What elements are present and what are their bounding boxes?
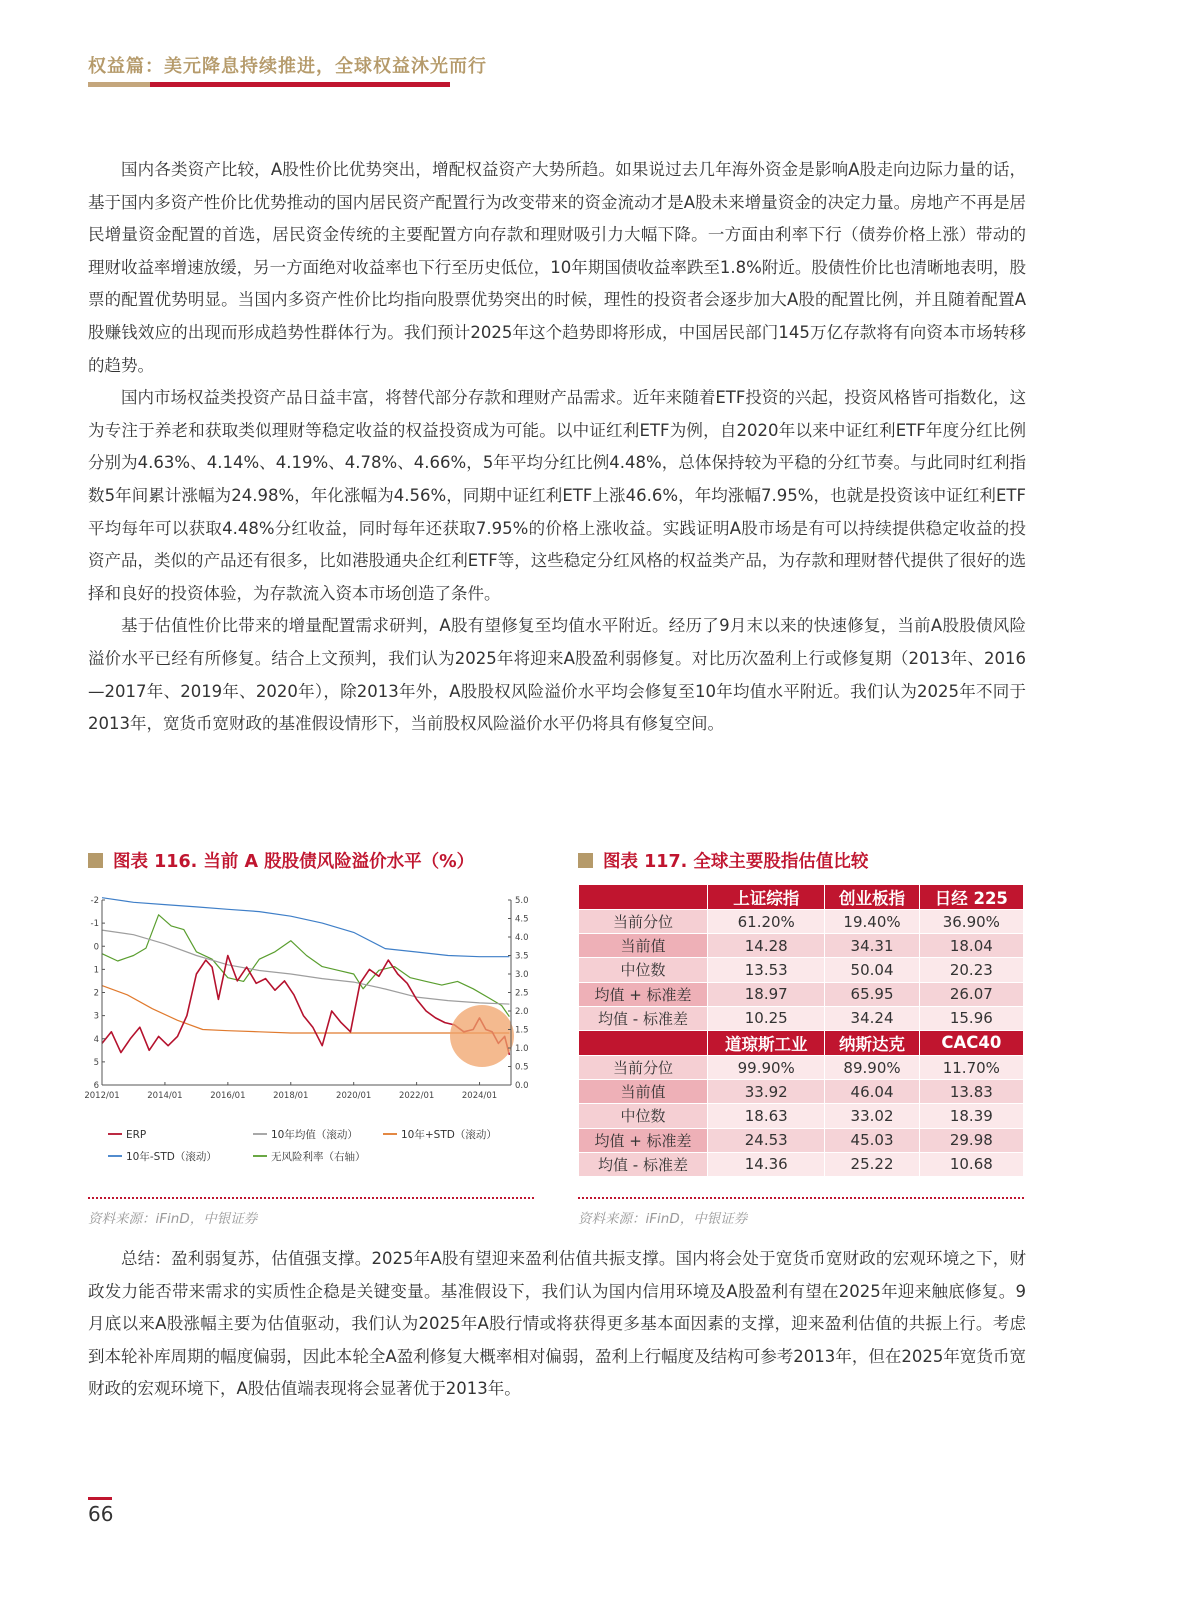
y-left-tick-label: -2 <box>90 896 99 906</box>
y-left-tick-label: -1 <box>90 919 99 930</box>
x-tick-label: 2016/01 <box>210 1091 246 1101</box>
table-header-row <box>579 885 1024 910</box>
table-row-label: 均值 - 标准差 <box>579 1152 708 1176</box>
y-right-tick-label: 5.0 <box>515 896 529 906</box>
table-row-label: 均值 + 标准差 <box>579 982 708 1006</box>
x-tick-label: 2014/01 <box>147 1091 183 1101</box>
table-cell: 33.02 <box>825 1104 919 1128</box>
y-right-tick-label: 3.0 <box>515 970 529 980</box>
table-cell: 18.04 <box>919 934 1023 958</box>
table-cell: 46.04 <box>825 1080 919 1104</box>
table-cell: 61.20% <box>708 910 825 934</box>
table-row-label: 均值 + 标准差 <box>579 1128 708 1152</box>
table-row <box>579 1152 1024 1176</box>
table-cell: 89.90% <box>825 1055 919 1079</box>
paragraph: 基于估值性价比带来的增量配置需求研判，A股有望修复至均值水平附近。经历了9月末以来的快速修复，当前A股股债风险溢价水平已经有所修复。结合上文预判，我们认为2025年将迎来A股盈利弱修复。对比历次盈利上行或修复期（2013年、2016—2017年、2019年、2020年），除2013年外，A股股权风险溢价水平均会修复至10年均值水平附近。我们认为2025年不同于2013年，宽货币宽财政的基准假设情形下，当前股权风险溢价水平仍将具有修复空间。 <box>88 616 1026 734</box>
table-cell: 20.23 <box>919 958 1023 982</box>
table-cell: 11.70% <box>919 1055 1023 1079</box>
table-column-header: CAC40 <box>919 1030 1023 1055</box>
y-right-tick-label: 3.5 <box>515 951 529 962</box>
y-right-tick-label: 4.0 <box>515 933 529 943</box>
table-cell: 14.36 <box>708 1152 825 1176</box>
table-row <box>579 1006 1024 1030</box>
figure-117-title-text: 图表 117. 全球主要股指估值比较 <box>603 852 869 872</box>
valuation-table <box>578 884 1024 1177</box>
y-right-tick-label: 0.0 <box>515 1081 529 1091</box>
figure-116-title-text: 图表 116. 当前 A 股股债风险溢价水平（%） <box>113 852 475 872</box>
body-text-top <box>88 154 1026 741</box>
page-number: 66 <box>88 1502 114 1526</box>
body-text-bottom <box>88 1243 1026 1406</box>
table-header-row <box>579 1030 1024 1055</box>
table-row <box>579 934 1024 958</box>
x-tick-label: 2024/01 <box>461 1091 498 1101</box>
y-right-tick-label: 1.0 <box>515 1044 529 1054</box>
y-left-tick-label: 4 <box>93 1034 99 1045</box>
figure-116-title <box>88 848 474 873</box>
table-row <box>579 1080 1024 1104</box>
table-column-header: 创业板指 <box>825 885 919 910</box>
table-row <box>579 1104 1024 1128</box>
table-row-label: 当前值 <box>579 934 708 958</box>
table-cell: 18.63 <box>708 1104 825 1128</box>
legend-label: 10年均值（滚动） <box>271 1129 358 1141</box>
table-column-header: 道琼斯工业 <box>708 1030 825 1055</box>
table-cell: 14.28 <box>708 934 825 958</box>
chart-legend <box>108 1128 497 1163</box>
table-cell: 13.83 <box>919 1080 1023 1104</box>
y-left-tick-label: 5 <box>93 1057 99 1068</box>
legend-label: 无风险利率（右轴） <box>271 1151 366 1163</box>
table-row-label: 中位数 <box>579 1104 708 1128</box>
figure-116-divider <box>88 1197 534 1199</box>
table-cell: 19.40% <box>825 910 919 934</box>
table-row <box>579 910 1024 934</box>
y-left-tick-label: 1 <box>93 965 99 976</box>
table-row-label: 当前值 <box>579 1080 708 1104</box>
table-column-header: 上证综指 <box>708 885 825 910</box>
table-header-blank <box>579 1030 708 1055</box>
legend-label: ERP <box>126 1129 147 1141</box>
table-row <box>579 1128 1024 1152</box>
legend-label: 10年-STD（滚动） <box>126 1151 217 1163</box>
y-right-tick-label: 2.5 <box>515 988 529 999</box>
table-cell: 10.68 <box>919 1152 1023 1176</box>
x-tick-label: 2018/01 <box>273 1091 309 1101</box>
table-cell: 10.25 <box>708 1006 825 1030</box>
table-cell: 25.22 <box>825 1152 919 1176</box>
highlight-ellipse <box>450 1005 514 1067</box>
table-cell: 18.39 <box>919 1104 1023 1128</box>
y-right-tick-label: 1.5 <box>515 1025 529 1036</box>
table-cell: 34.24 <box>825 1006 919 1030</box>
table-column-header: 日经 225 <box>919 885 1023 910</box>
table-cell: 24.53 <box>708 1128 825 1152</box>
figure-117-source: 资料来源：iFinD，中银证券 <box>578 1211 748 1227</box>
table-cell: 36.90% <box>919 910 1023 934</box>
table-row-label: 均值 - 标准差 <box>579 1006 708 1030</box>
x-tick-label: 2012/01 <box>84 1091 120 1101</box>
y-right-tick-label: 2.0 <box>515 1007 529 1017</box>
table-row <box>579 1055 1024 1079</box>
x-tick-label: 2022/01 <box>398 1091 435 1101</box>
x-tick-label: 2020/01 <box>336 1091 372 1101</box>
table-row <box>579 982 1024 1006</box>
table-column-header: 纳斯达克 <box>825 1030 919 1055</box>
figure-117-divider <box>578 1197 1024 1199</box>
paragraph: 国内市场权益类投资产品日益丰富，将替代部分存款和理财产品需求。近年来随着ETF投资的兴起，投资风格皆可指数化，这为专注于养老和获取类似理财等稳定收益的权益投资成为可能。以中证红利ETF为例，自2020年以来中证红利ETF年度分红比例分别为4.63%、4.14%、4.19%、4.78%、4.66%，5年平均分红比例4.48%，总体保持较为平稳的分红节奏。与此同时红利指数5年间累计涨幅为24.98%，年化涨幅为4.56%，同期中证红利ETF上涨46.6%，年均涨幅7.95%，也就是投资该中证红利ETF平均每年可以获取4.48%分红收益，同时每年还获取7.95%的价格上涨收益。实践证明A股市场是有可以持续提供稳定收益的投资产品，类似的产品还有很多，比如港股通央企红利ETF等，这些稳定分红风格的权益类产品，为存款和理财替代提供了很好的选择和良好的投资体验，为存款流入资本市场创造了条件。 <box>88 388 1026 603</box>
table-row-label: 当前分位 <box>579 910 708 934</box>
y-left-tick-label: 2 <box>93 988 99 999</box>
title-square-icon <box>578 853 593 868</box>
header-rule-red <box>150 82 450 87</box>
table-cell: 99.90% <box>708 1055 825 1079</box>
y-right-tick-label: 4.5 <box>515 914 529 925</box>
legend-label: 10年+STD（滚动） <box>401 1129 497 1141</box>
table-cell: 34.31 <box>825 934 919 958</box>
y-right-tick-label: 0.5 <box>515 1062 529 1073</box>
table-cell: 65.95 <box>825 982 919 1006</box>
title-square-icon <box>88 853 103 868</box>
table-row-label: 当前分位 <box>579 1055 708 1079</box>
erp-chart <box>84 888 534 1188</box>
header-rule <box>88 82 450 87</box>
chart-plot-area <box>102 900 511 1085</box>
figure-117-title <box>578 848 868 873</box>
y-left-tick-label: 6 <box>93 1081 99 1091</box>
y-left-tick-label: 0 <box>93 942 99 953</box>
paragraph: 总结：盈利弱复苏，估值强支撑。2025年A股有望迎来盈利估值共振支撑。国内将会处于宽货币宽财政的宏观环境之下，财政发力能否带来需求的实质性企稳是关键变量。基准假设下，我们认为国内信用环境及A股盈利有望在2025年迎来触底修复。9月底以来A股涨幅主要为估值驱动，我们认为2025年A股行情或将获得更多基本面因素的支撑，迎来盈利估值的共振上行。考虑到本轮补库周期的幅度偏弱，因此本轮全A盈利修复大概率相对偏弱，盈利上行幅度及结构可参考2013年，但在2025年宽货币宽财政的宏观环境下，A股估值端表现将会显著优于2013年。 <box>88 1249 1026 1399</box>
page-number-bar <box>88 1497 112 1500</box>
header-title: 权益篇：美元降息持续推进，全球权益沐光而行 <box>88 56 487 77</box>
table-header-blank <box>579 885 708 910</box>
table-cell: 15.96 <box>919 1006 1023 1030</box>
table-row-label: 中位数 <box>579 958 708 982</box>
table-cell: 33.92 <box>708 1080 825 1104</box>
table-cell: 50.04 <box>825 958 919 982</box>
y-left-tick-label: 3 <box>93 1011 99 1022</box>
figure-116-source: 资料来源：iFinD，中银证券 <box>88 1211 258 1227</box>
table-cell: 18.97 <box>708 982 825 1006</box>
table-row <box>579 958 1024 982</box>
table-cell: 13.53 <box>708 958 825 982</box>
table-cell: 26.07 <box>919 982 1023 1006</box>
table-cell: 45.03 <box>825 1128 919 1152</box>
table-cell: 29.98 <box>919 1128 1023 1152</box>
header-rule-gold <box>88 82 150 87</box>
paragraph: 国内各类资产比较，A股性价比优势突出，增配权益资产大势所趋。如果说过去几年海外资金是影响A股走向边际力量的话，基于国内多资产性价比优势推动的国内居民资产配置行为改变带来的资金流动才是A股未来增量资金的决定力量。房地产不再是居民增量资金配置的首选，居民资金传统的主要配置方向存款和理财吸引力大幅下降。一方面由利率下行（债券价格上涨）带动的理财收益率增速放缓，另一方面绝对收益率也下行至历史低位，10年期国债收益率跌至1.8%附近。股债性价比也清晰地表明，股票的配置优势明显。当国内多资产性价比均指向股票优势突出的时候，理性的投资者会逐步加大A股的配置比例，并且随着配置A股赚钱效应的出现而形成趋势性群体行为。我们预计2025年这个趋势即将形成，中国居民部门145万亿存款将有向资本市场转移的趋势。 <box>88 160 1026 375</box>
